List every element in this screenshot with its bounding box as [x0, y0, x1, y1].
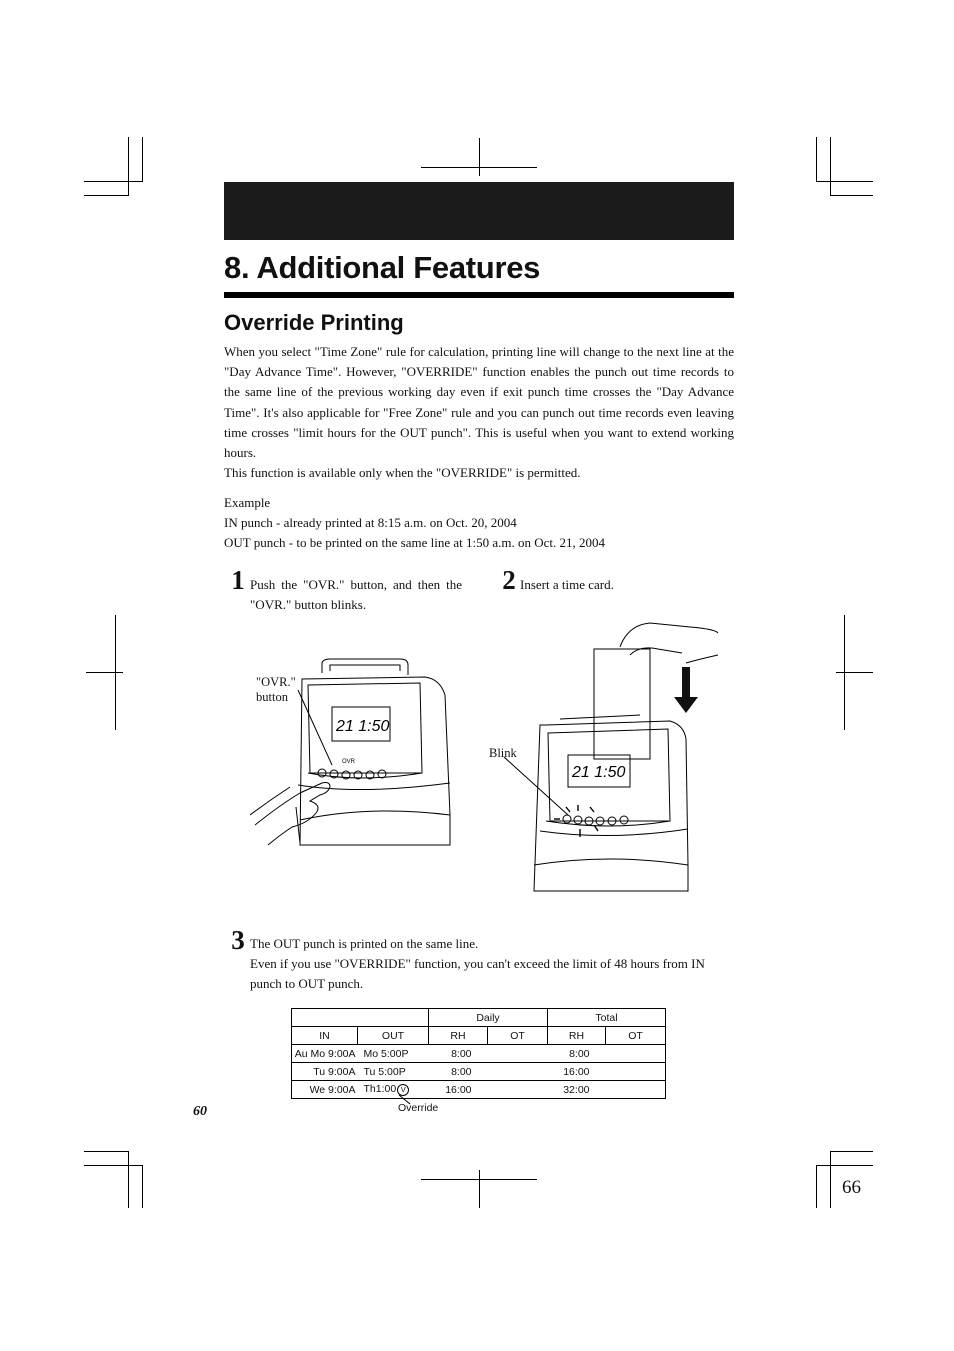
time-recorder-illustration-1	[250, 655, 470, 855]
blink-callout: Blink	[489, 746, 517, 760]
group-header-daily: Daily	[429, 1009, 548, 1027]
example-line-out: OUT punch - to be printed on the same line at 1:50 a.m. on Oct. 21, 2004	[224, 535, 606, 550]
step-2-number: 2	[496, 563, 522, 597]
ovr-callout-line1: "OVR."	[256, 675, 296, 689]
col-header-daily-ot: OT	[488, 1027, 548, 1045]
group-header-blank	[292, 1009, 429, 1027]
cell-out: Tu 5:00P	[358, 1063, 429, 1081]
group-header-total: Total	[548, 1009, 666, 1027]
cell-total-rh: 32:00	[548, 1081, 606, 1099]
time-card-table	[291, 1008, 666, 1099]
example-line-in: IN punch - already printed at 8:15 a.m. on Oct. 20, 2004	[224, 515, 517, 530]
chapter-title: 8. Additional Features	[224, 250, 541, 285]
cell-total-ot	[606, 1063, 666, 1081]
cell-total-rh: 16:00	[548, 1063, 606, 1081]
step-2-text: Insert a time card.	[520, 577, 614, 592]
cell-daily-ot	[488, 1045, 548, 1063]
cell-daily-ot	[488, 1081, 548, 1099]
cell-in: Tu 9:00A	[292, 1063, 358, 1081]
table-row	[292, 1081, 666, 1099]
cell-in: Au Mo 9:00A	[292, 1045, 358, 1063]
time-recorder-illustration-2	[490, 615, 730, 905]
cell-total-rh: 8:00	[548, 1045, 606, 1063]
cell-total-ot	[606, 1081, 666, 1099]
step-3-line1: The OUT punch is printed on the same line.	[250, 936, 479, 951]
page-number-outer: 66	[842, 1177, 861, 1198]
section-title: Override Printing	[224, 310, 404, 335]
step-3-line2: Even if you use "OVERRIDE" function, you can't exceed the limit of 48 hours from IN punch to OUT punch.	[250, 956, 705, 991]
intro-note: This function is available only when the "OVERRIDE" is permitted.	[224, 465, 581, 481]
recorder-1-display: 21 1:50	[336, 718, 390, 735]
col-header-daily-rh: RH	[429, 1027, 488, 1045]
cell-out: Mo 5:00P	[358, 1045, 429, 1063]
col-header-in: IN	[292, 1027, 358, 1045]
intro-paragraph: When you select "Time Zone" rule for calculation, printing line will change to the next line at the "Day Advance Time". However, "OVERRIDE" function enables the punch out time records to the same line of the previous working day even if exit punch time crosses the "Day Advance Time". It's also applicable for "Free Zone" rule and you can punch out time records even leaving time crosses "limit hours for the OUT punch". This is useful when you want to extend working hours.	[224, 344, 734, 461]
cell-daily-rh: 16:00	[429, 1081, 488, 1099]
step-3-text	[250, 934, 734, 994]
col-header-out: OUT	[358, 1027, 429, 1045]
cell-total-ot	[606, 1045, 666, 1063]
cell-daily-ot	[488, 1063, 548, 1081]
table-row	[292, 1045, 666, 1063]
cell-daily-rh: 8:00	[429, 1063, 488, 1081]
recorder-2-display: 21 1:50	[572, 764, 626, 781]
step-3-number: 3	[225, 923, 251, 957]
table-row	[292, 1063, 666, 1081]
override-label: Override	[398, 1102, 439, 1114]
recorder-1-ovr-label: OVR	[342, 759, 356, 765]
example-heading: Example	[224, 495, 271, 510]
cell-daily-rh: 8:00	[429, 1045, 488, 1063]
override-mark: V	[397, 1084, 409, 1096]
intro-text	[224, 342, 734, 483]
col-header-total-ot: OT	[606, 1027, 666, 1045]
page-number-inner: 60	[193, 1104, 207, 1119]
step-1-text: Push the "OVR." button, and then the "OVR." button blinks.	[250, 577, 462, 612]
title-rule	[224, 292, 734, 298]
step-1-number: 1	[225, 563, 251, 597]
ovr-callout-line2: button	[256, 690, 288, 704]
cell-in: We 9:00A	[292, 1081, 358, 1099]
example-block	[224, 493, 734, 553]
cell-out-value: Th1:00	[363, 1083, 397, 1096]
chapter-header-bar	[224, 182, 734, 240]
col-header-total-rh: RH	[548, 1027, 606, 1045]
